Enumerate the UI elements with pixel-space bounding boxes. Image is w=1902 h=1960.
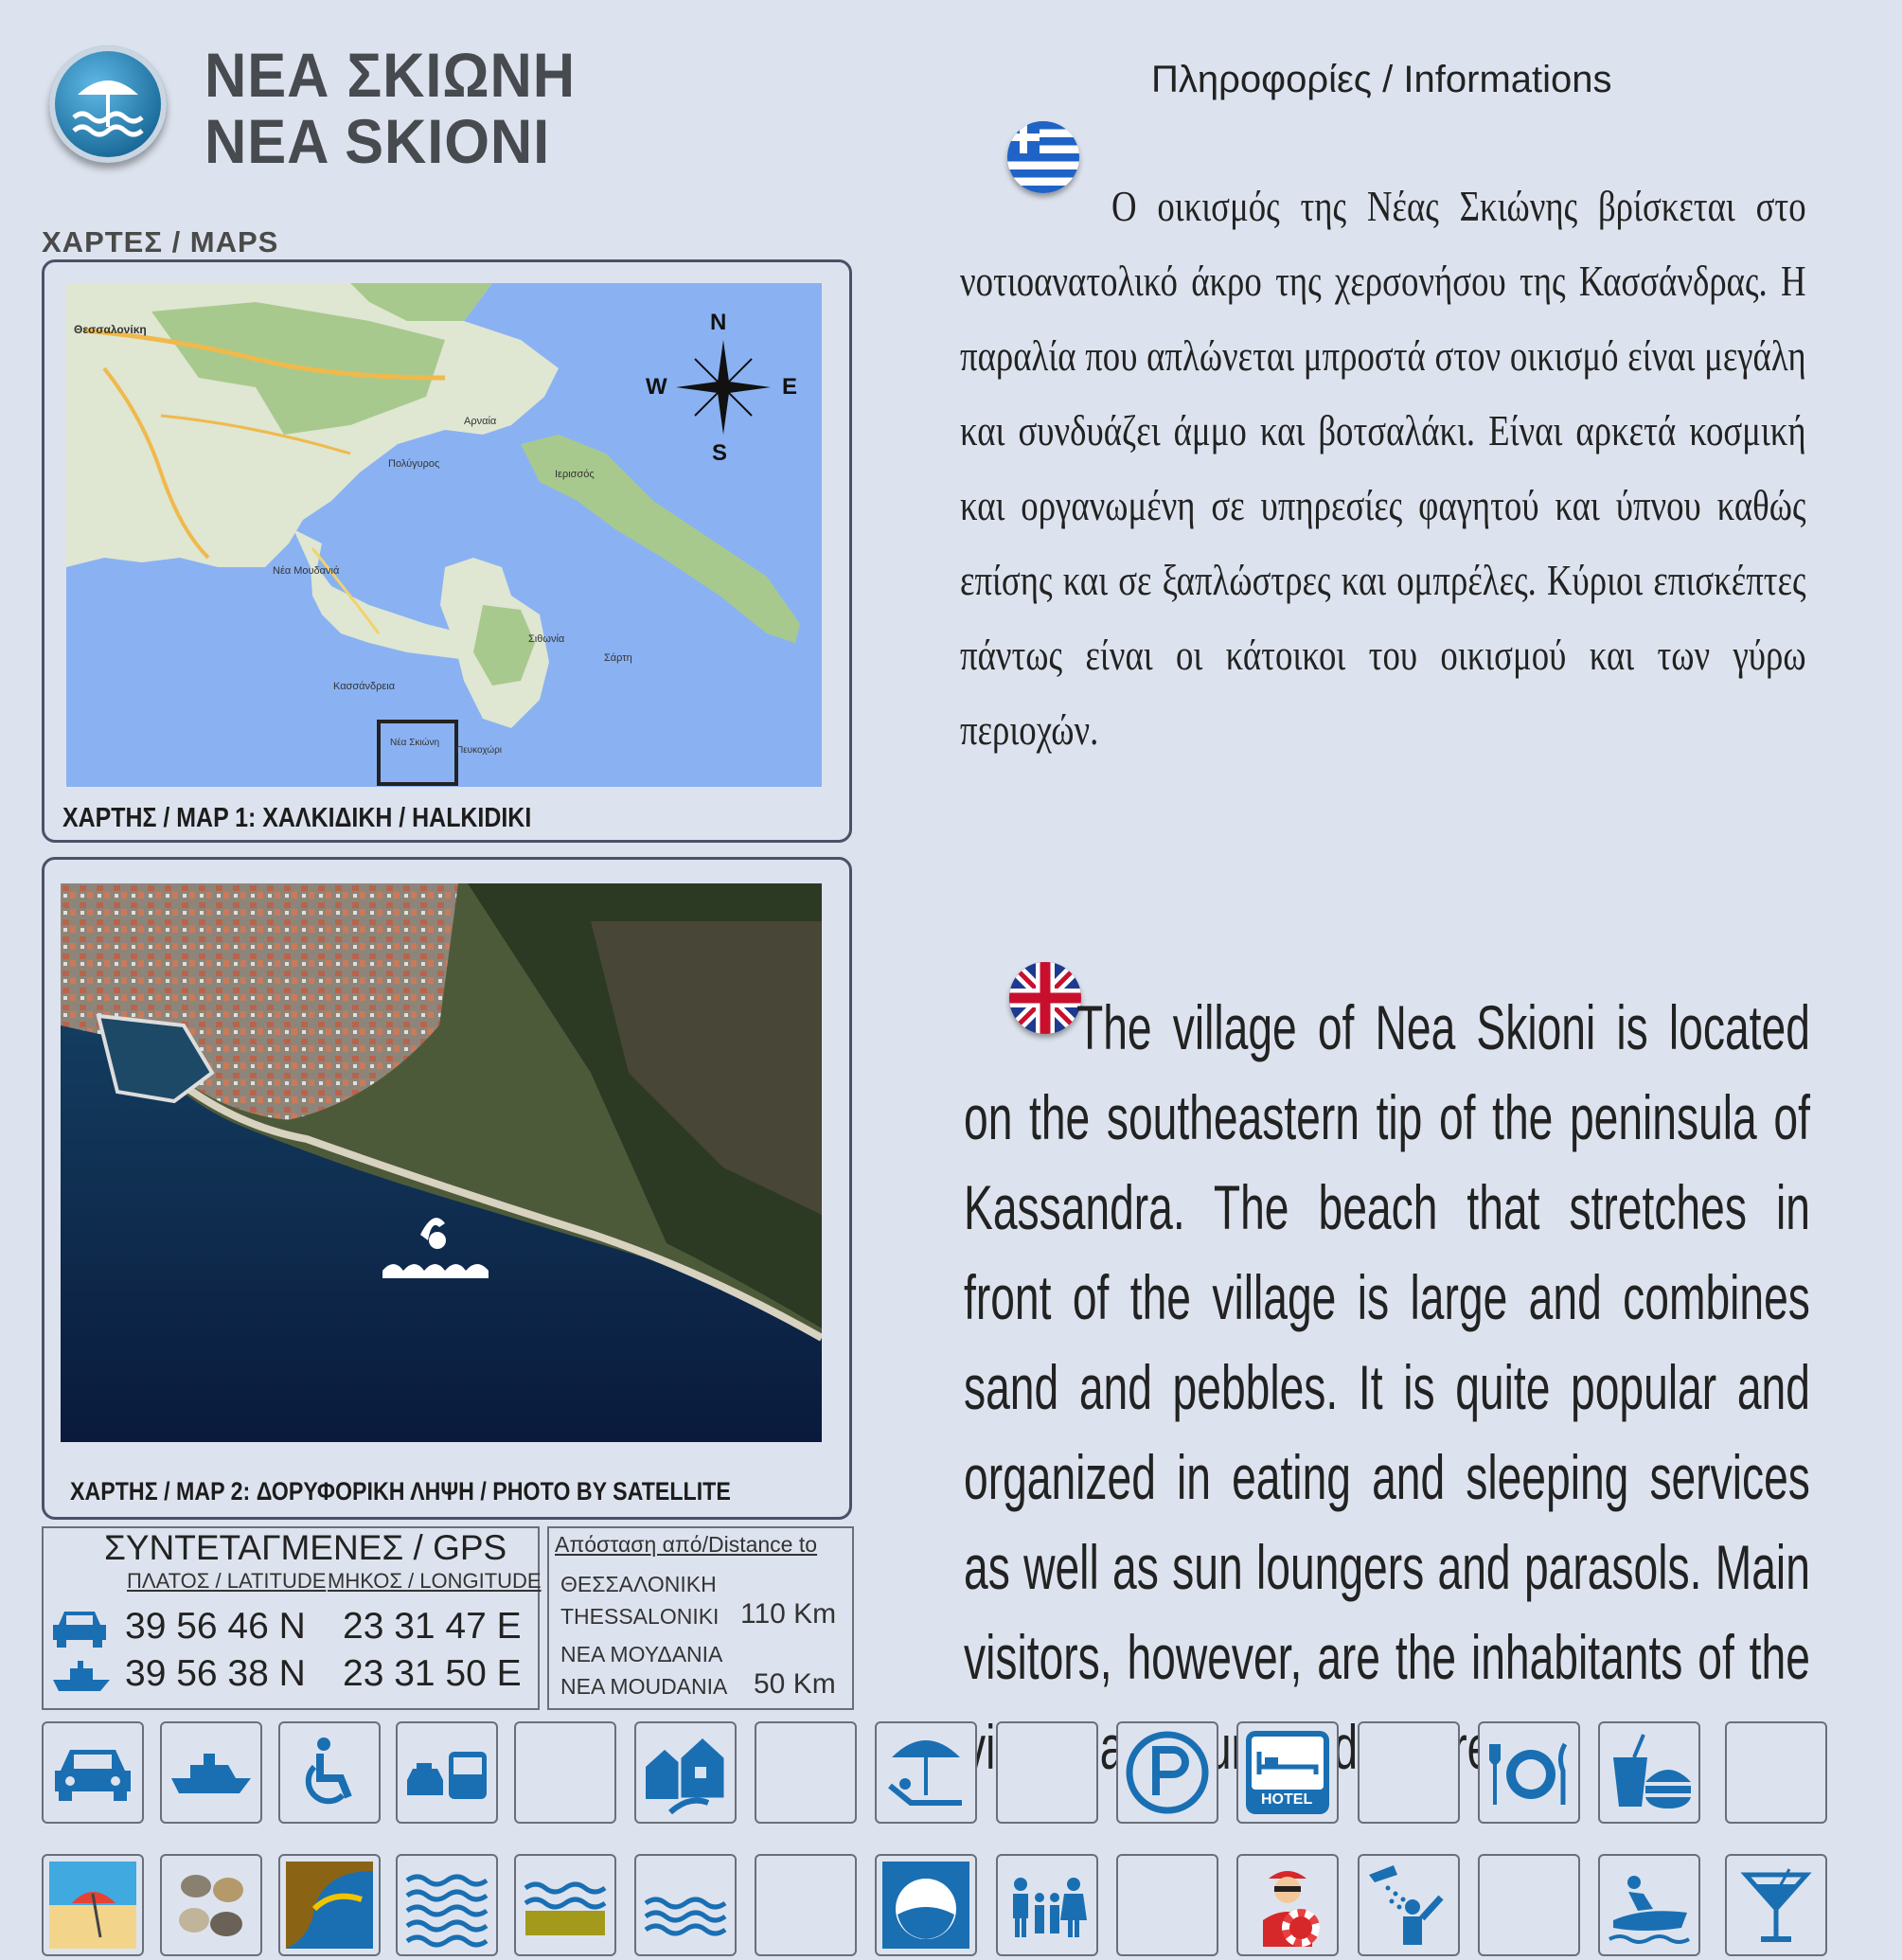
empty-tile xyxy=(1358,1721,1460,1824)
page-title xyxy=(204,42,576,174)
longitude-header: ΜΗΚΟΣ / LONGITUDE xyxy=(328,1569,542,1593)
compass-s: S xyxy=(712,440,728,466)
boat-longitude: 23 31 50 E xyxy=(343,1653,522,1694)
car-access-icon xyxy=(42,1721,144,1824)
sunbed-umbrella-icon xyxy=(875,1721,977,1824)
place-label: Αρναία xyxy=(464,416,497,427)
jet-ski-icon xyxy=(1598,1854,1700,1956)
car-icon xyxy=(51,1608,108,1652)
compass-n: N xyxy=(710,310,727,335)
parking-icon xyxy=(1116,1721,1218,1824)
deep-water-icon xyxy=(396,1854,498,1956)
city1-distance: 110 Km xyxy=(740,1598,837,1630)
boat-access-icon xyxy=(160,1721,262,1824)
city2-greek: ΝΕΑ ΜΟΥΔΑΝΙΑ xyxy=(560,1642,723,1666)
place-label: Νέα Σκιώνη xyxy=(390,738,440,748)
title-english: NEA SKIONI xyxy=(204,106,551,176)
empty-tile xyxy=(755,1854,857,1956)
shower-icon xyxy=(1358,1854,1460,1956)
place-label: Πευκοχώρι xyxy=(456,745,503,756)
lifeguard-icon xyxy=(1236,1854,1339,1956)
taxi-bus-icon xyxy=(396,1721,498,1824)
hotel-label: HOTEL xyxy=(1261,1791,1313,1808)
empty-tile xyxy=(996,1721,1098,1824)
place-label: Σιθωνία xyxy=(528,633,565,645)
restaurant-icon xyxy=(1478,1721,1580,1824)
empty-tile xyxy=(1116,1854,1218,1956)
place-label: Ιερισσός xyxy=(555,469,595,480)
blue-flag-icon xyxy=(875,1854,977,1956)
family-icon xyxy=(996,1854,1098,1956)
city1-greek: ΘΕΣΣΑΛΟΝΙΚΗ xyxy=(560,1572,717,1596)
place-label: Σάρτη xyxy=(604,652,632,664)
english-description: The village of Nea Skioni is located on the southeastern tip of the peninsula of Kassandra. The beach that stretches in front of the village is large and combines sand and pebbles. It is quite popular and organized in eating and sleeping services as well as sun loungers and parasols. Main visitors, however, are the inhabitants of the xyxy=(964,992,1810,1692)
city1-english: THESSALONIKI xyxy=(560,1604,720,1629)
empty-tile xyxy=(1478,1854,1580,1956)
title-greek: ΝΕΑ ΣΚΙΩΝΗ xyxy=(204,40,577,110)
maps-heading: ΧΑΡΤΕΣ / MAPS xyxy=(42,225,279,258)
map1-caption: ΧΑΡΤΗΣ / MAP 1: ΧΑΛΚΙΔΙΚΗ / HALKIDIKI xyxy=(62,803,532,833)
city2-distance: 50 Km xyxy=(754,1668,836,1700)
fast-food-icon xyxy=(1598,1721,1700,1824)
halkidiki-road-map[interactable] xyxy=(66,283,822,787)
empty-tile xyxy=(755,1721,857,1824)
boat-icon xyxy=(51,1659,112,1698)
greek-description: Ο οικισμός της Νέας Σκιώνης βρίσκεται στο νοτιοανατολικό άκρο της χερσονήσου της Κασσάνδρας. Η παραλία που απλώνεται μπροστά στον οικισμό είναι μεγάλη και συνδυάζει άμμο και βοτσαλάκι. Είναι αρκετά κοσμική και οργανωμένη σε υπηρεσίες φαγητού και ύπνου καθώς επίσης και σε ξαπλώστρες και ομπρέλες. Κύριοι επισκέπτες πάντως είναι οι κάτοικοι του οικισμού και των γύρω περιοχών. xyxy=(960,182,1806,754)
satellite-photo[interactable] xyxy=(61,883,822,1442)
boat-latitude: 39 56 38 N xyxy=(125,1653,306,1694)
beach-logo-icon xyxy=(49,45,167,163)
empty-tile xyxy=(514,1721,616,1824)
cocktail-bar-icon xyxy=(1725,1854,1827,1956)
village-houses-icon xyxy=(634,1721,737,1824)
compass-w: W xyxy=(646,374,667,400)
place-label: Κασσάνδρεια xyxy=(333,681,396,692)
map2-caption: ΧΑΡΤΗΣ / MAP 2: ΔΟΡΥΦΟΡΙΚΗ ΛΗΨΗ / PHOTO BY SATELLITE xyxy=(70,1477,731,1506)
sandy-beach-icon xyxy=(42,1854,144,1956)
compass-e: E xyxy=(782,374,798,400)
wheelchair-access-icon xyxy=(278,1721,381,1824)
car-latitude: 39 56 46 N xyxy=(125,1606,306,1647)
place-label: Πολύγυρος xyxy=(388,458,440,470)
distance-title: Απόσταση από/Distance to xyxy=(555,1532,818,1557)
place-label: Θεσσαλονίκη xyxy=(74,323,147,336)
shallow-water-sand-icon xyxy=(514,1854,616,1956)
latitude-header: ΠΛΑΤΟΣ / LATITUDE xyxy=(127,1569,327,1593)
place-label: Νέα Μουδανιά xyxy=(273,565,340,577)
hotel-icon xyxy=(1236,1721,1339,1824)
pebbles-icon xyxy=(160,1854,262,1956)
bay-shape-icon xyxy=(278,1854,381,1956)
empty-tile xyxy=(1725,1721,1827,1824)
city2-english: NEA MOUDANIA xyxy=(560,1674,728,1699)
car-longitude: 23 31 47 E xyxy=(343,1606,522,1647)
calm-water-icon xyxy=(634,1854,737,1956)
info-title: Πληροφορίες / Informations xyxy=(1151,59,1612,100)
gps-title: ΣΥΝΤΕΤΑΓΜΕΝΕΣ / GPS xyxy=(104,1528,507,1567)
